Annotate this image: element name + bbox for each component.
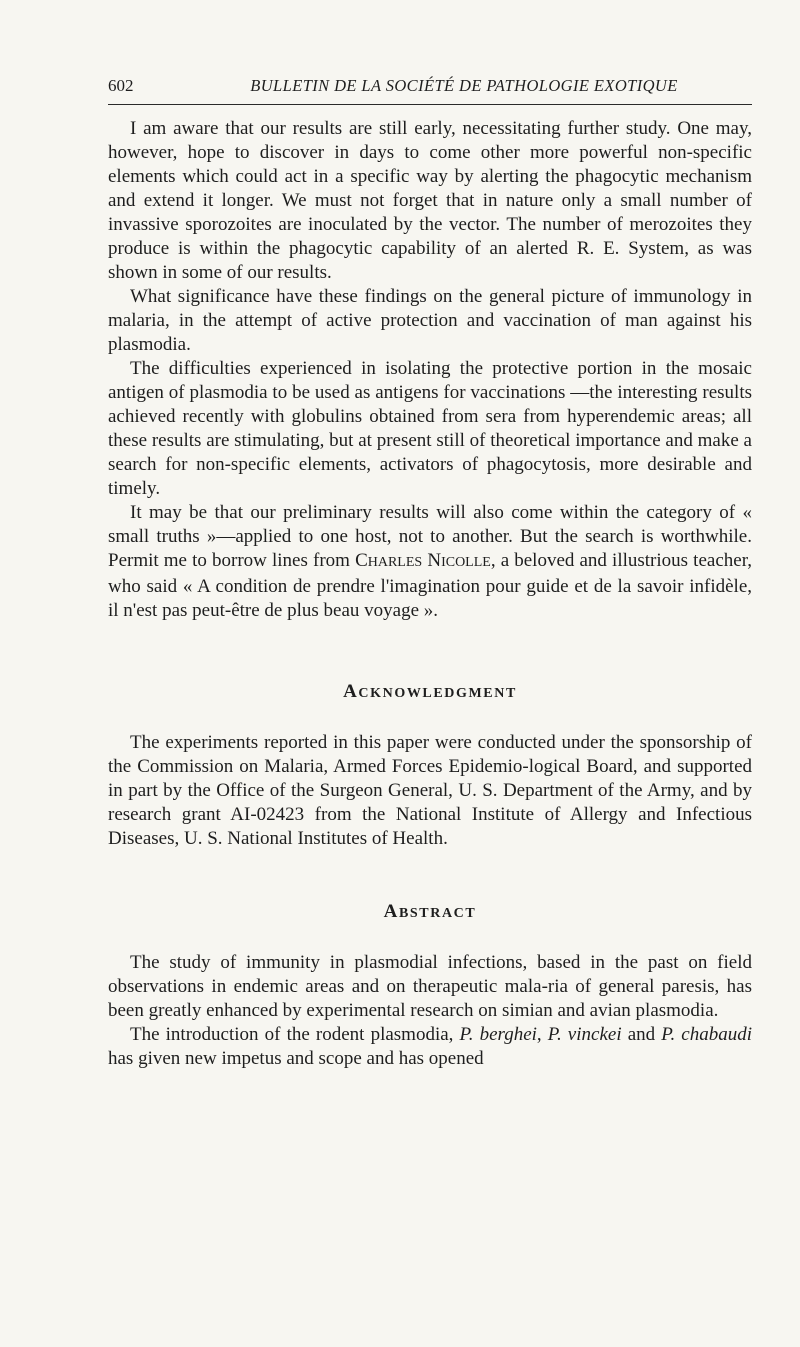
author-name [355, 550, 491, 571]
abstract-heading-initial: A [383, 901, 399, 922]
acknowledgment-heading-initial: A [343, 681, 359, 702]
paragraph-4-text-end: , a beloved and illustrious teacher, who said « A condition de prendre l'imagination pour guide et de la savoir infidèle, il n'est pas peut-être de plus beau voyage ». [108, 550, 753, 621]
author-last-initial: N [427, 550, 442, 571]
species-chabaudi: P. chabaudi [661, 1024, 753, 1045]
abstract-paragraph-1: The study of immunity in plasmodial infections, based in the past on field observations in endemic areas and on therapeutic mala-ria of general paresis, has been greatly enhanced by experimental research on simian and avian plasmodia. [108, 952, 752, 1021]
abstract-paragraph-2 [108, 1023, 752, 1071]
running-header [108, 70, 752, 105]
acknowledgment-heading-rest: CKNOWLEDGMENT [358, 686, 517, 701]
species-berghei: P. berghei [459, 1024, 537, 1045]
species-separator-2: and [621, 1024, 662, 1045]
abstract-paragraph-2-end: has given new impetus and scope and has opened [108, 1048, 484, 1069]
acknowledgment-heading [108, 681, 752, 703]
author-first-initial: C [355, 550, 368, 571]
body-paragraph-3: The difficulties experienced in isolating the protective portion in the mosaic antigen of plasmodia to be used as antigens for vaccinations —the interesting results achieved recently with globulins obtained from sera from hyperendemic areas; all these results are stimulating, but at present still of theoretical importance and make a search for non-specific elements, activators of phagocytosis, more desirable and timely. [108, 358, 752, 499]
body-paragraph-1: I am aware that our results are still early, necessitating further study. One may, however, hope to discover in days to come other more powerful non-specific elements which could act in a specific way by alerting the phagocytic mechanism and extend it longer. We must not forget that in nature only a small number of invassive sporozoites are inoculated by the vector. The number of merozoites they produce is within the phagocytic capability of an alerted R. E. System, as was shown in some of our results. [108, 118, 752, 283]
body-paragraph-2: What significance have these findings on the general picture of immunology in malaria, in the attempt of active protection and vaccination of man against his plasmodia. [108, 286, 752, 355]
species-separator-1: , [536, 1024, 548, 1045]
document-page [108, 70, 752, 1071]
author-last-rest: ICOLLE [441, 555, 491, 570]
journal-title: BULLETIN DE LA SOCIÉTÉ DE PATHOLOGIE EXOTIQUE [250, 76, 678, 95]
body-paragraph-4 [108, 501, 752, 623]
acknowledgment-text: The experiments reported in this paper were conducted under the sponsorship of the Commission on Malaria, Armed Forces Epidemio-logical Board, and supported in part by the Office of the Surgeon General, U. S. Department of the Army, and by research grant AI-02423 from the National Institute of Allergy and Infectious Diseases, U. S. National Institutes of Health. [108, 732, 752, 849]
species-vinckei: P. vinckei [547, 1024, 622, 1045]
abstract-heading-rest: BSTRACT [398, 906, 477, 921]
abstract-paragraph-2-intro: The introduction of the rodent plasmodia, [130, 1024, 460, 1045]
paragraph-4-text-start: It may be that our preliminary results will also come within the category of « small truths »—applied to one host, not to another. But the search is worthwhile. Permit me to borrow lines from [108, 502, 752, 571]
author-first-rest: HARLES [367, 555, 423, 570]
abstract-heading [108, 901, 752, 923]
page-number: 602 [108, 76, 134, 95]
